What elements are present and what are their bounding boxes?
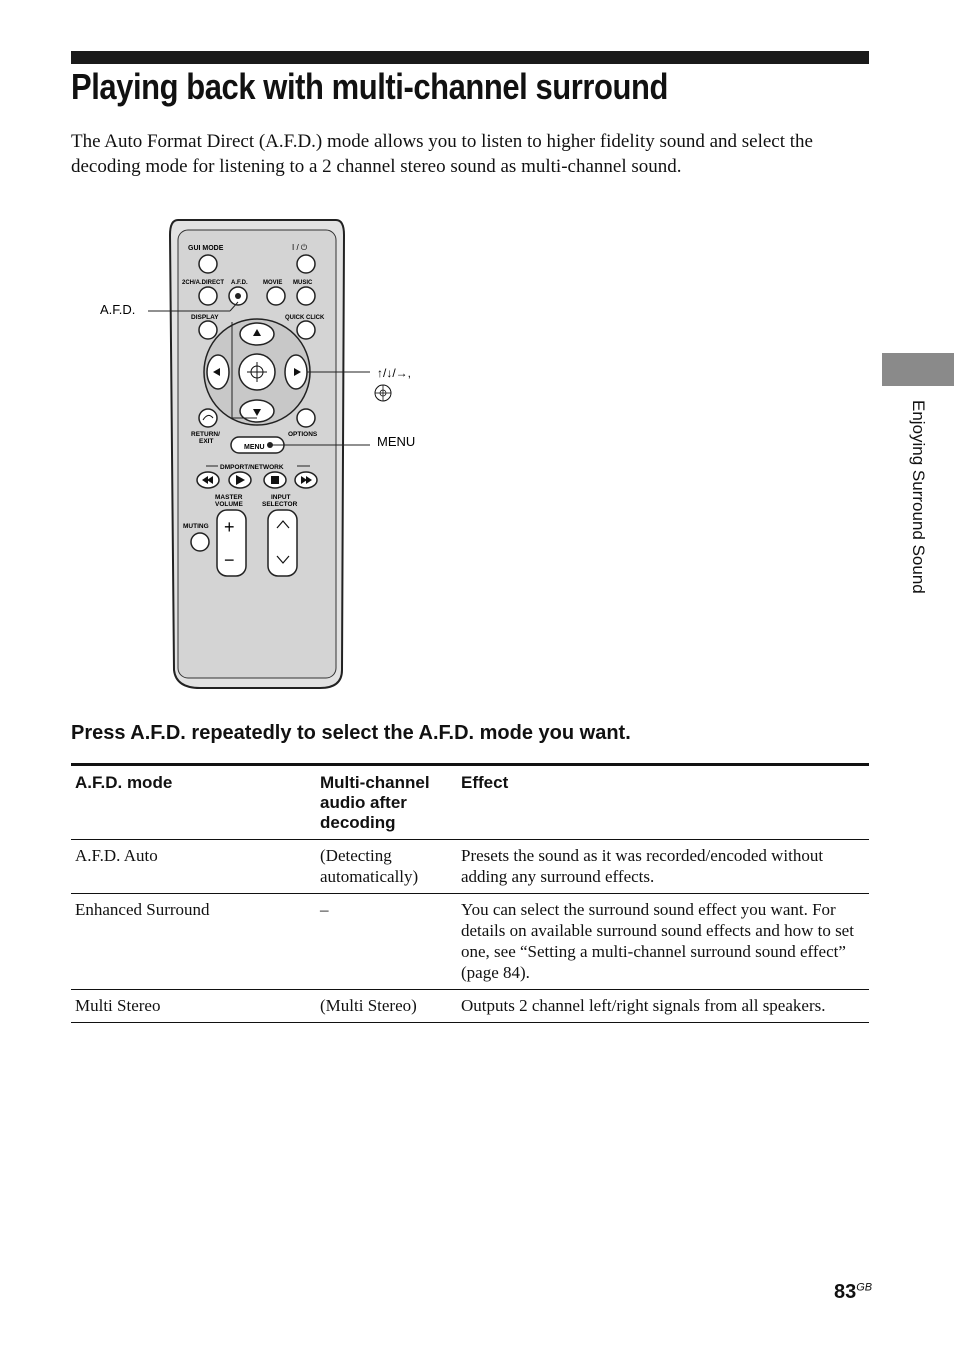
gui-mode-label: GUI MODE bbox=[188, 245, 224, 252]
return-button bbox=[199, 409, 217, 427]
gui-mode-button bbox=[199, 255, 217, 273]
header-multichannel: Multi-channel audio after decoding bbox=[316, 765, 457, 840]
cell-effect: Outputs 2 channel left/right signals from all speakers. bbox=[457, 990, 869, 1023]
cell-effect: Presets the sound as it was recorded/encoded without adding any surround effects. bbox=[457, 840, 869, 894]
cell-audio: (Multi Stereo) bbox=[316, 990, 457, 1023]
quick-click-label: QUICK CLICK bbox=[285, 315, 325, 321]
cell-effect: You can select the surround sound effect you want. For details on available surround sound effects and how to set one, see “Setting a multi-channel surround sound effect” (page 84). bbox=[457, 894, 869, 990]
cell-audio: – bbox=[316, 894, 457, 990]
afd-callout: A.F.D. bbox=[100, 302, 136, 317]
page-number-value: 83 bbox=[834, 1281, 857, 1303]
music-button bbox=[297, 287, 315, 305]
options-label: OPTIONS bbox=[288, 431, 318, 438]
two-ch-label: 2CH/A.DIRECT bbox=[182, 280, 225, 286]
stop-icon bbox=[271, 476, 279, 484]
options-button bbox=[297, 409, 315, 427]
display-button bbox=[199, 321, 217, 339]
afd-label: A.F.D. bbox=[231, 280, 248, 286]
cell-audio: (Detecting automatically) bbox=[316, 840, 457, 894]
arrows-callout: ↑/↓/→, bbox=[377, 366, 412, 380]
master-label: MASTER bbox=[215, 494, 243, 501]
menu-button-label: MENU bbox=[244, 444, 265, 451]
power-label: I / ⏻ bbox=[292, 243, 308, 252]
display-label: DISPLAY bbox=[191, 314, 219, 321]
menu-callout: MENU bbox=[377, 434, 416, 449]
header-effect: Effect bbox=[457, 765, 869, 840]
cell-mode: A.F.D. Auto bbox=[71, 840, 316, 894]
section-tab-marker bbox=[882, 353, 954, 386]
return-label: RETURN/ bbox=[191, 431, 220, 438]
intro-paragraph: The Auto Format Direct (A.F.D.) mode allows you to listen to higher fidelity sound and select the decoding mode for listening to a 2 channel stereo sound as multi-channel sound. bbox=[71, 131, 813, 177]
table-row bbox=[71, 990, 869, 1023]
step-heading: Press A.F.D. repeatedly to select the A.F.D. mode you want. bbox=[71, 722, 631, 744]
movie-label: MOVIE bbox=[263, 280, 283, 286]
plus-icon: + bbox=[224, 517, 235, 537]
remote-control-figure bbox=[90, 210, 450, 700]
exit-label: EXIT bbox=[199, 438, 214, 445]
afd-mode-table bbox=[71, 763, 869, 1023]
table-row bbox=[71, 894, 869, 990]
page-number-suffix: GB bbox=[856, 1281, 873, 1294]
volume-label: VOLUME bbox=[215, 501, 243, 508]
header-afd-mode: A.F.D. mode bbox=[71, 765, 316, 840]
page-title: Playing back with multi-channel surround bbox=[71, 66, 668, 107]
section-side-label: Enjoying Surround Sound bbox=[909, 400, 928, 594]
title-rule bbox=[71, 51, 869, 64]
power-button bbox=[297, 255, 315, 273]
table-header-row bbox=[71, 765, 869, 840]
muting-button bbox=[191, 533, 209, 551]
table-row bbox=[71, 840, 869, 894]
music-label: MUSIC bbox=[293, 280, 313, 286]
cell-mode: Multi Stereo bbox=[71, 990, 316, 1023]
input-label: INPUT bbox=[271, 494, 291, 501]
movie-button bbox=[267, 287, 285, 305]
selector-label: SELECTOR bbox=[262, 501, 298, 508]
page-number bbox=[834, 1281, 872, 1304]
muting-label: MUTING bbox=[183, 523, 209, 530]
two-ch-button bbox=[199, 287, 217, 305]
quick-click-button bbox=[297, 321, 315, 339]
dmport-label: DMPORT/NETWORK bbox=[220, 464, 284, 471]
minus-icon: − bbox=[224, 550, 235, 570]
input-selector-rocker bbox=[268, 510, 297, 576]
cell-mode: Enhanced Surround bbox=[71, 894, 316, 990]
